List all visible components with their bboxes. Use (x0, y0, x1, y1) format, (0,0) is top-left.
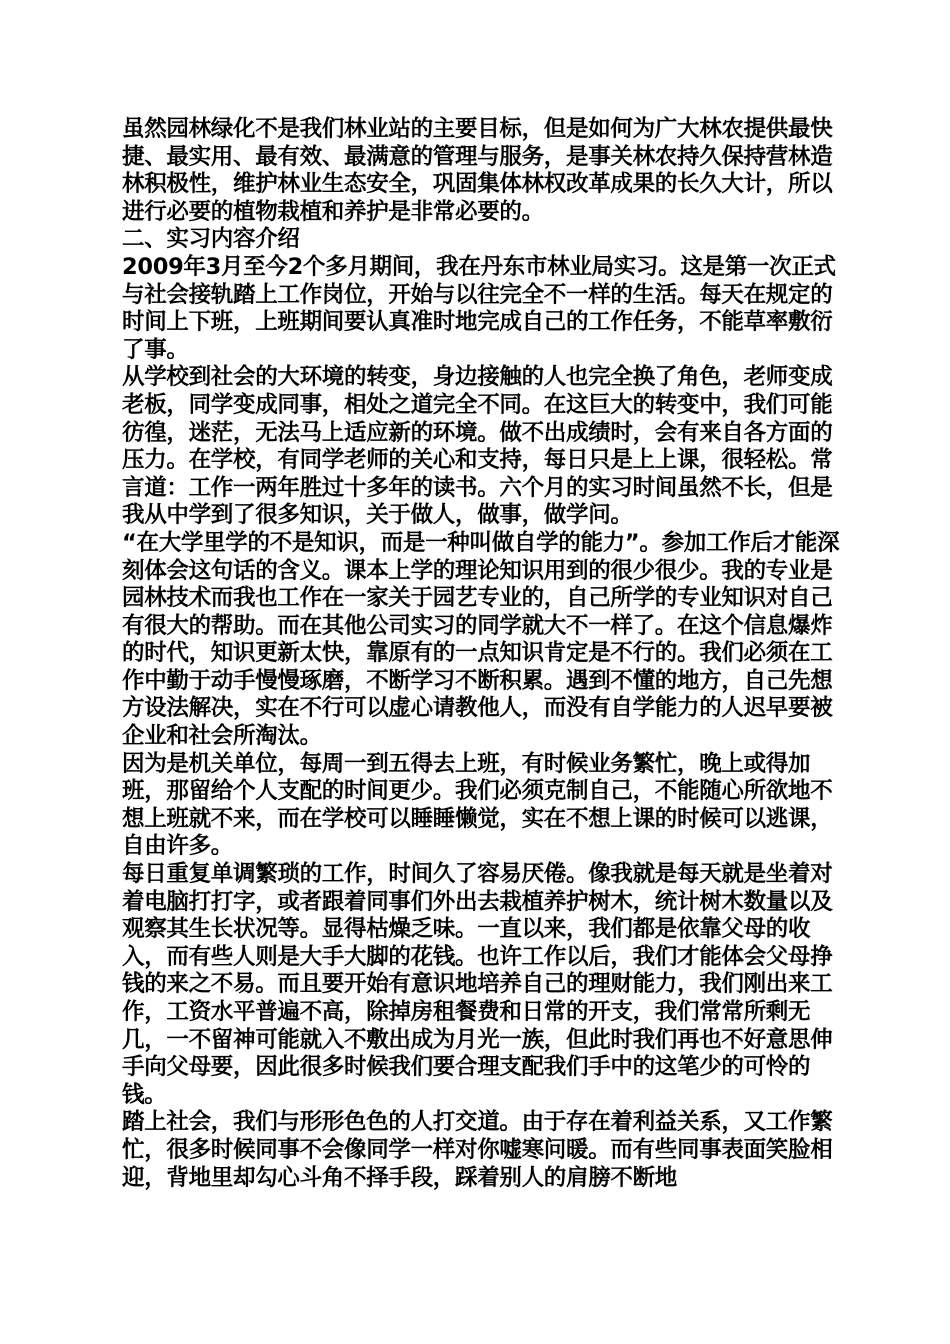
paragraph-work-schedule: 因为是机关单位，每周一到五得去上班，有时候业务繁忙，晚上或得加班，那留给个人支配的时间更少。我们必须克制自己，不能随心所欲地不想上班就不来，而在学校可以睡睡懒觉，实在不想上课的时候可以逃课，自由许多。 (122, 750, 833, 860)
paragraph-environment-change: 从学校到社会的大环境的转变，身边接触的人也完全换了角色，老师变成老板，同学变成同事，相处之道完全不同。在这巨大的转变中，我们可能彷徨，迷茫，无法马上适应新的环境。做不出成绩时，会有来自各方面的压力。在学校，有同学老师的关心和支持，每日只是上上课，很轻松。常言道：工作一两年胜过十多年的读书。六个月的实习时间虽然不长，但是我从中学到了很多知识，关于做人，做事，做学问。 (122, 364, 833, 529)
document-body (114, 116, 842, 1192)
paragraph-self-learning: “在大学里学的不是知识，而是一种叫做自学的能力”。参加工作后才能深刻体会这句话的含义。课本上学的理论知识用到的很少很少。我的专业是园林技术而我也工作在一家关于园艺专业的，自己所学的专业知识对自己有很大的帮助。而在其他公司实习的同学就大不一样了。在这个信息爆炸的时代，知识更新太快，靠原有的一点知识肯定是不行的。我们必须在工作中勤于动手慢慢琢磨，不断学习不断积累。遇到不懂的地方，自己先想方设法解决，实在不行可以虚心请教他人，而没有自学能力的人迟早要被企业和社会所淘汰。 (122, 529, 840, 750)
section-heading-internship-content: 二、实习内容介绍 (122, 226, 300, 253)
paragraph-daily-routine: 每日重复单调繁琐的工作，时间久了容易厌倦。像我就是每天就是坐着对着电脑打打字，或者跟着同事们外出去栽植养护树木，统计树木数量以及观察其生长状况等。显得枯燥乏味。一直以来，我们都是依靠父母的收入，而有些人则是大手大脚的花钱。也许工作以后，我们才能体会父母挣钱的来之不易。而且要开始有意识地培养自己的理财能力，我们刚出来工作，工资水平普遍不高，除掉房租餐费和日常的开支，我们常常所剩无几，一不留神可能就入不敷出成为月光一族，但此时我们再也不好意思伸手向父母要，因此很多时候我们要合理支配我们手中的这笔少的可怜的钱。 (122, 861, 833, 1108)
paragraph-social-relations: 踏上社会，我们与形形色色的人打交道。由于存在着利益关系，又工作繁忙，很多时候同事不会像同学一样对你嘘寒问暖。而有些同事表面笑脸相迎，背地里却勾心斗角不择手段，踩着别人的肩膀不断地 (122, 1109, 833, 1191)
paragraph-internship-start: 2009年3月至今2个多月期间，我在丹东市林业局实习。这是第一次正式与社会接轨踏上工作岗位，开始与以往完全不一样的生活。每天在规定的时间上下班，上班期间要认真准时地完成自己的工作任务，不能草率敷衍了事。 (122, 253, 836, 363)
paragraph-landscaping-importance: 虽然园林绿化不是我们林业站的主要目标，但是如何为广大林农提供最快捷、最实用、最有效、最满意的管理与服务，是事关林农持久保持营林造林积极性，维护林业生态安全，巩固集体林权改革成果的长久大计，所以进行必要的植物栽植和养护是非常必要的。 (122, 116, 833, 225)
